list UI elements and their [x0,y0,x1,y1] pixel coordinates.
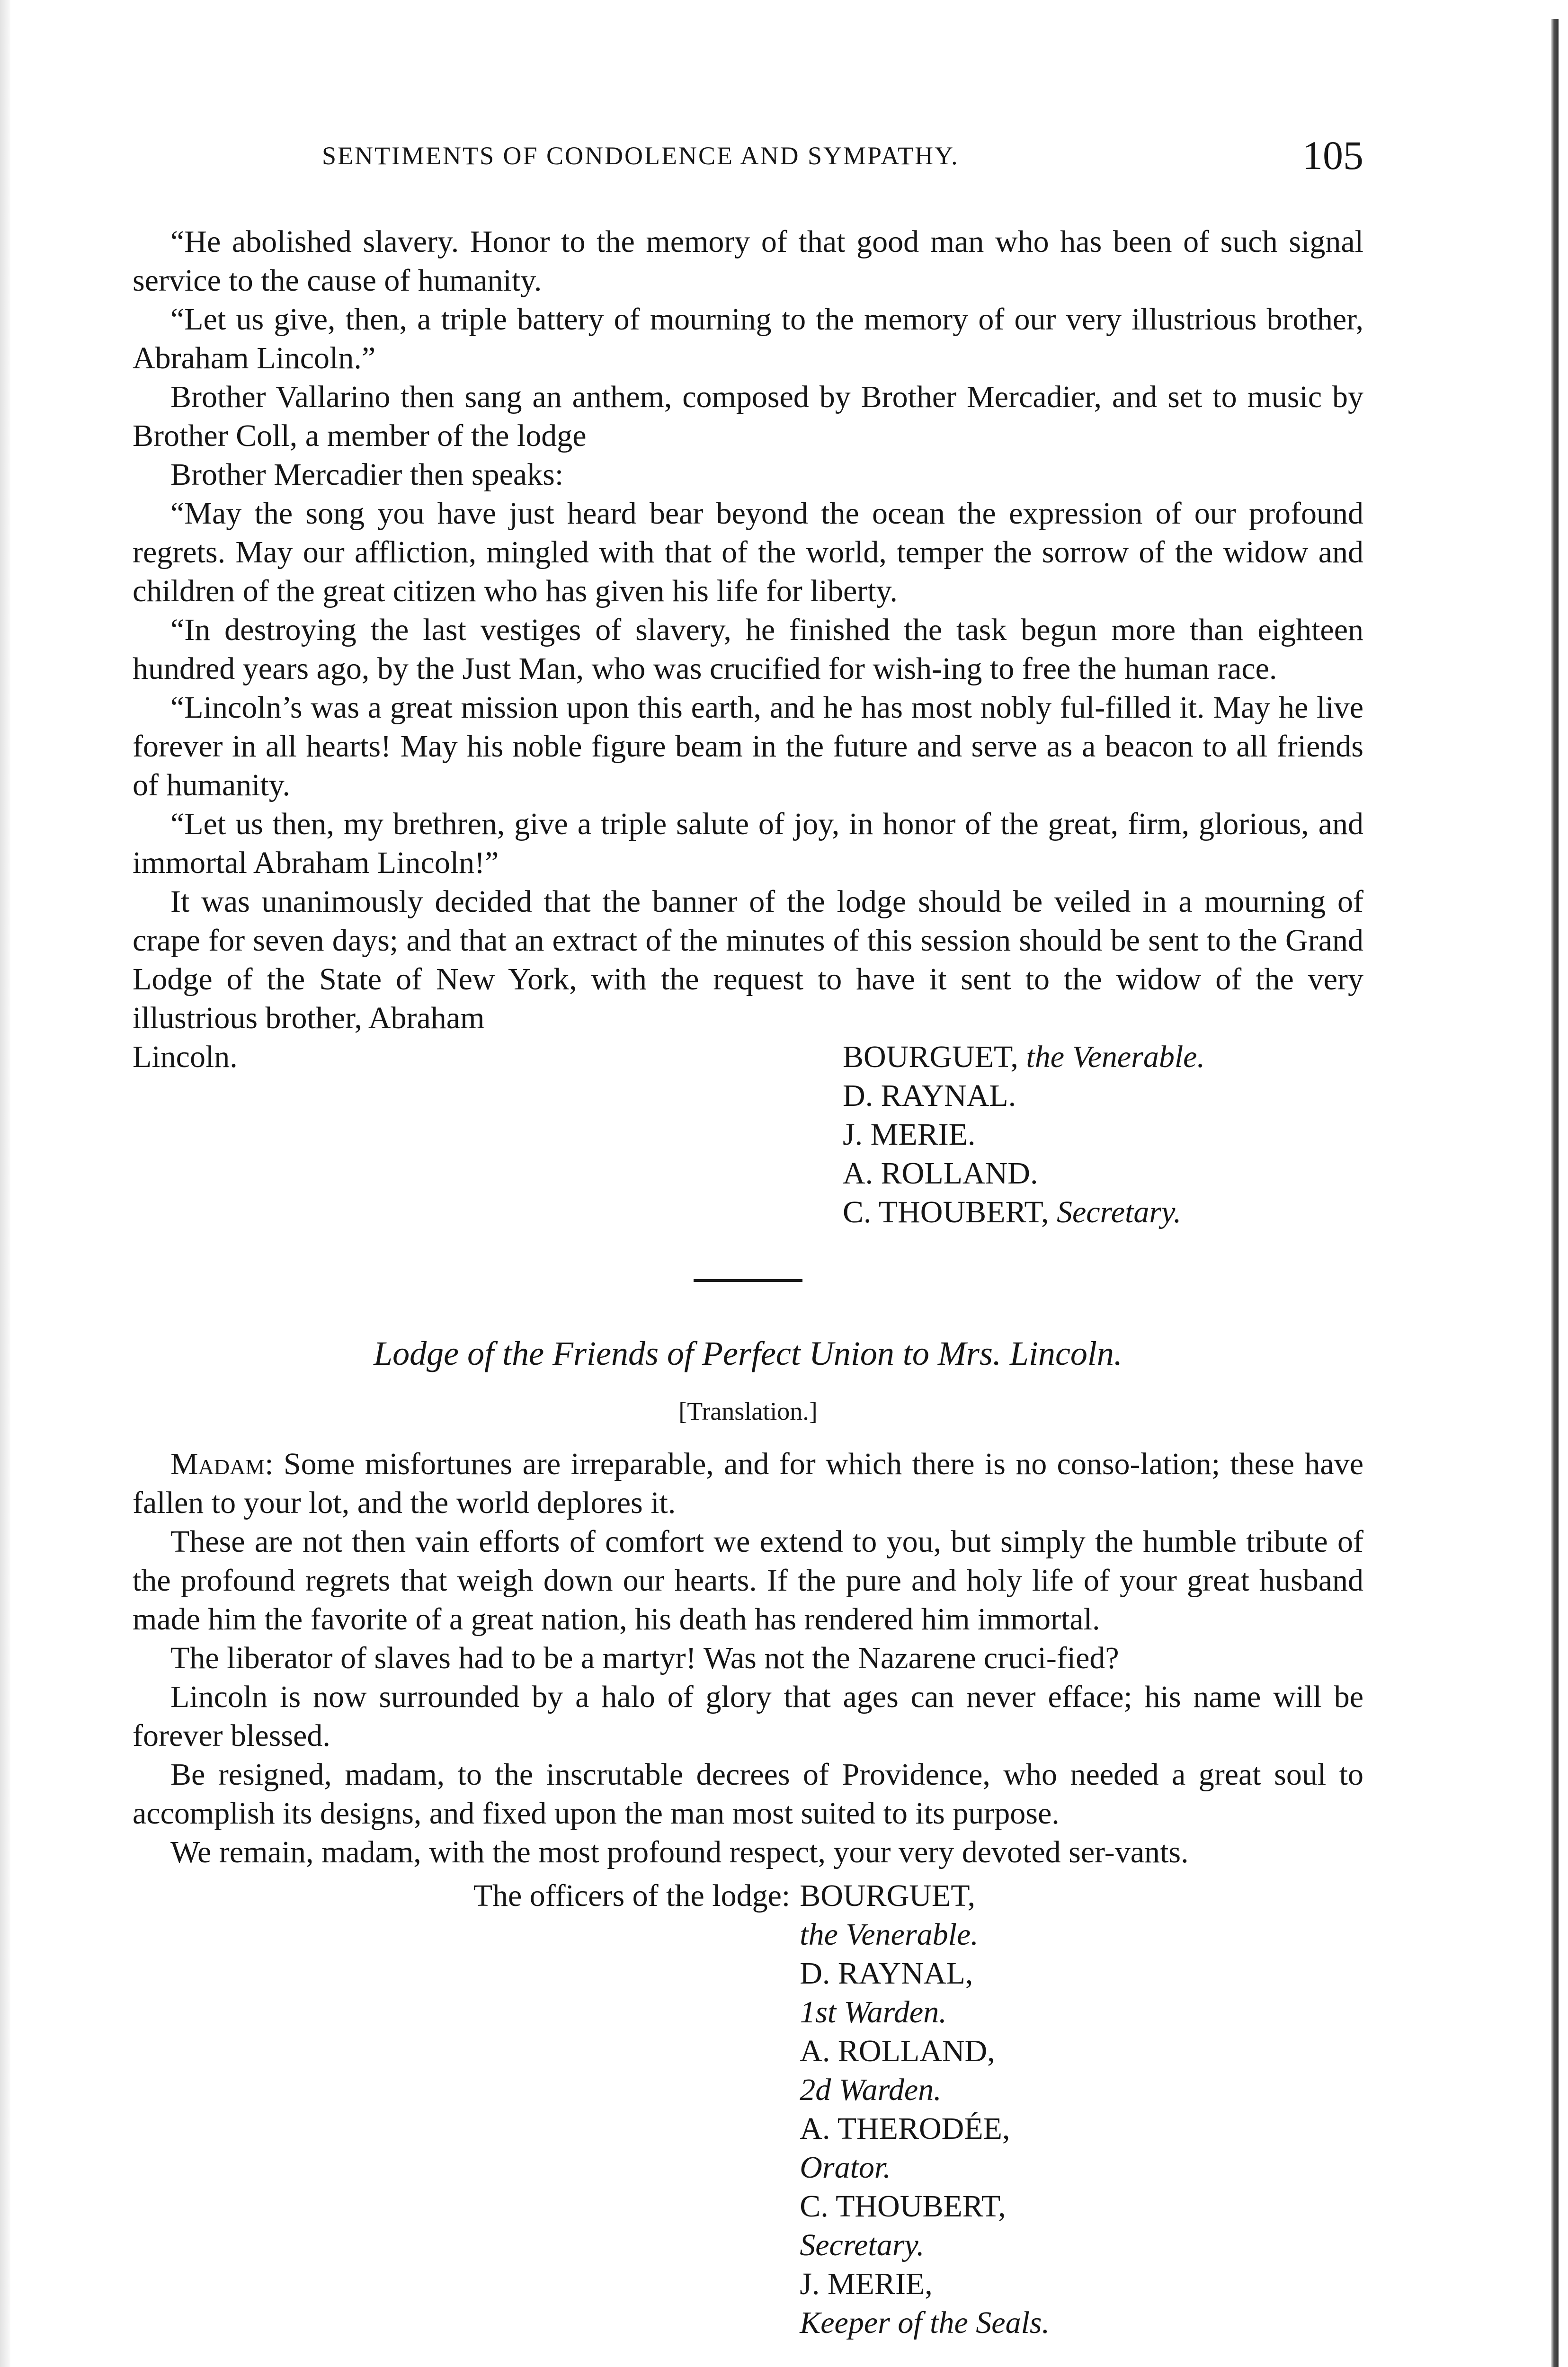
signature-line [843,1115,1363,1154]
running-head: SENTIMENTS OF CONDOLENCE AND SYMPATHY. [322,142,959,170]
paragraph: We remain, madam, with the most profound respect, your very devoted ser-vants. [170,1835,1189,1869]
paragraph: “Let us give, then, a triple battery of mourning to the memory of our very illustrious brother, Abraham Lincoln.” [133,302,1363,375]
officer-title: Keeper of the Seals. [800,2305,1050,2340]
paragraph: “Let us then, my brethren, give a triple salute of joy, in honor of the great, firm, glorious, and immortal Abraham Lincoln!” [133,807,1363,880]
paragraph: Brother Mercadier then speaks: [170,457,564,492]
signature-line [843,1077,1363,1115]
signature-line [843,1154,1363,1193]
officer-title: 2d Warden. [800,2073,942,2107]
officer-name: J. MERIE, [800,2267,933,2301]
signatory-name: C. THOUBERT, [843,1195,1049,1229]
paragraph-text: Some misfortunes are irreparable, and for which there is no conso-lation; these have fallen to your lot, and the world deplores it. [133,1447,1364,1520]
officer-line [800,2187,1363,2265]
paragraph: These are not then vain efforts of comfort we extend to you, but simply the humble tribute of the profound regrets that weigh down our hearts. If the pure and holy life of your great husband made him the favorite of a great nation, his death has rendered him immortal. [133,1524,1363,1637]
officers-list [800,1877,1363,2342]
officer-line [800,2265,1363,2342]
paragraph [133,1445,1363,1522]
paragraph: Lincoln is now surrounded by a halo of glory that ages can never efface; his name will be forever blessed. [133,1680,1363,1753]
officer-line [800,1877,1363,1954]
page-header [133,132,1363,184]
page-body [133,222,1363,2342]
officer-line [800,2032,1363,2109]
signatory-name: BOURGUET, [843,1040,1018,1074]
paragraph-last-word: Lincoln. [133,1040,238,1074]
paragraph: “May the song you have just heard bear beyond the ocean the expression of our profound regrets. May our affliction, mingled with that of the world, temper the sorrow of the widow and children of the great citizen who has given his life for liberty. [133,496,1363,608]
page-binding-edge [1551,19,1559,2367]
paragraph: Be resigned, madam, to the inscrutable decrees of Providence, who needed a great soul to accomplish its designs, and fixed upon the man most suited to its purpose. [133,1757,1363,1831]
officer-name: A. ROLLAND, [800,2034,995,2068]
signature-block [843,1038,1363,1232]
section-divider [694,1279,802,1282]
officer-title: Secretary. [800,2228,925,2262]
officer-name: D. RAYNAL, [800,1956,973,1991]
signature-line [843,1038,1363,1077]
signatory-title: the Venerable. [1026,1040,1205,1074]
paragraph: It was unanimously decided that the banner of the lodge should be veiled in a mourning of crape for seven days; and that an extract of the minutes of this session should be sent to the Grand Lodge of the State of New York, with the request to have it sent to the widow of the very illustrious brother, Abraham [133,884,1363,1035]
officer-name: BOURGUET, [800,1878,976,1913]
salutation: Madam: [170,1447,274,1481]
officer-title: Orator. [800,2150,891,2185]
signatory-name: J. MERIE. [843,1117,976,1152]
signature-line [843,1193,1363,1232]
officer-line [800,1954,1363,2032]
officer-name: A. THERODÉE, [800,2111,1010,2146]
signatory-name: A. ROLLAND. [843,1156,1038,1191]
translation-note: [Translation.] [678,1397,818,1425]
officers-signature-block [133,1877,1363,2342]
paragraph: Brother Vallarino then sang an anthem, composed by Brother Mercadier, and set to music by Brother Coll, a member of the lodge [133,380,1363,453]
officer-line [800,2109,1363,2187]
page-left-edge [0,0,10,2367]
paragraph: “In destroying the last vestiges of slavery, he finished the task begun more than eighteen hundred years ago, by the Just Man, who was crucified for wish-ing to free the human race. [133,613,1363,686]
letter-title: Lodge of the Friends of Perfect Union to Mrs. Lincoln. [374,1335,1123,1372]
officer-title: the Venerable. [800,1917,979,1952]
paragraph: “Lincoln’s was a great mission upon this earth, and he has most nobly ful-filled it. May he live forever in all hearts! May his noble figure beam in the future and serve as a beacon to all friends of humanity. [133,690,1363,802]
page-number: 105 [1302,133,1363,178]
officers-label: The officers of the lodge: [473,1878,791,1913]
officer-name: C. THOUBERT, [800,2189,1006,2224]
paragraph: The liberator of slaves had to be a martyr! Was not the Nazarene cruci-fied? [170,1641,1119,1675]
signatory-name: D. RAYNAL. [843,1078,1016,1113]
paragraph: “He abolished slavery. Honor to the memory of that good man who has been of such signal service to the cause of humanity. [133,224,1363,298]
signatory-title: Secretary. [1056,1195,1182,1229]
officer-title: 1st Warden. [800,1995,947,2029]
